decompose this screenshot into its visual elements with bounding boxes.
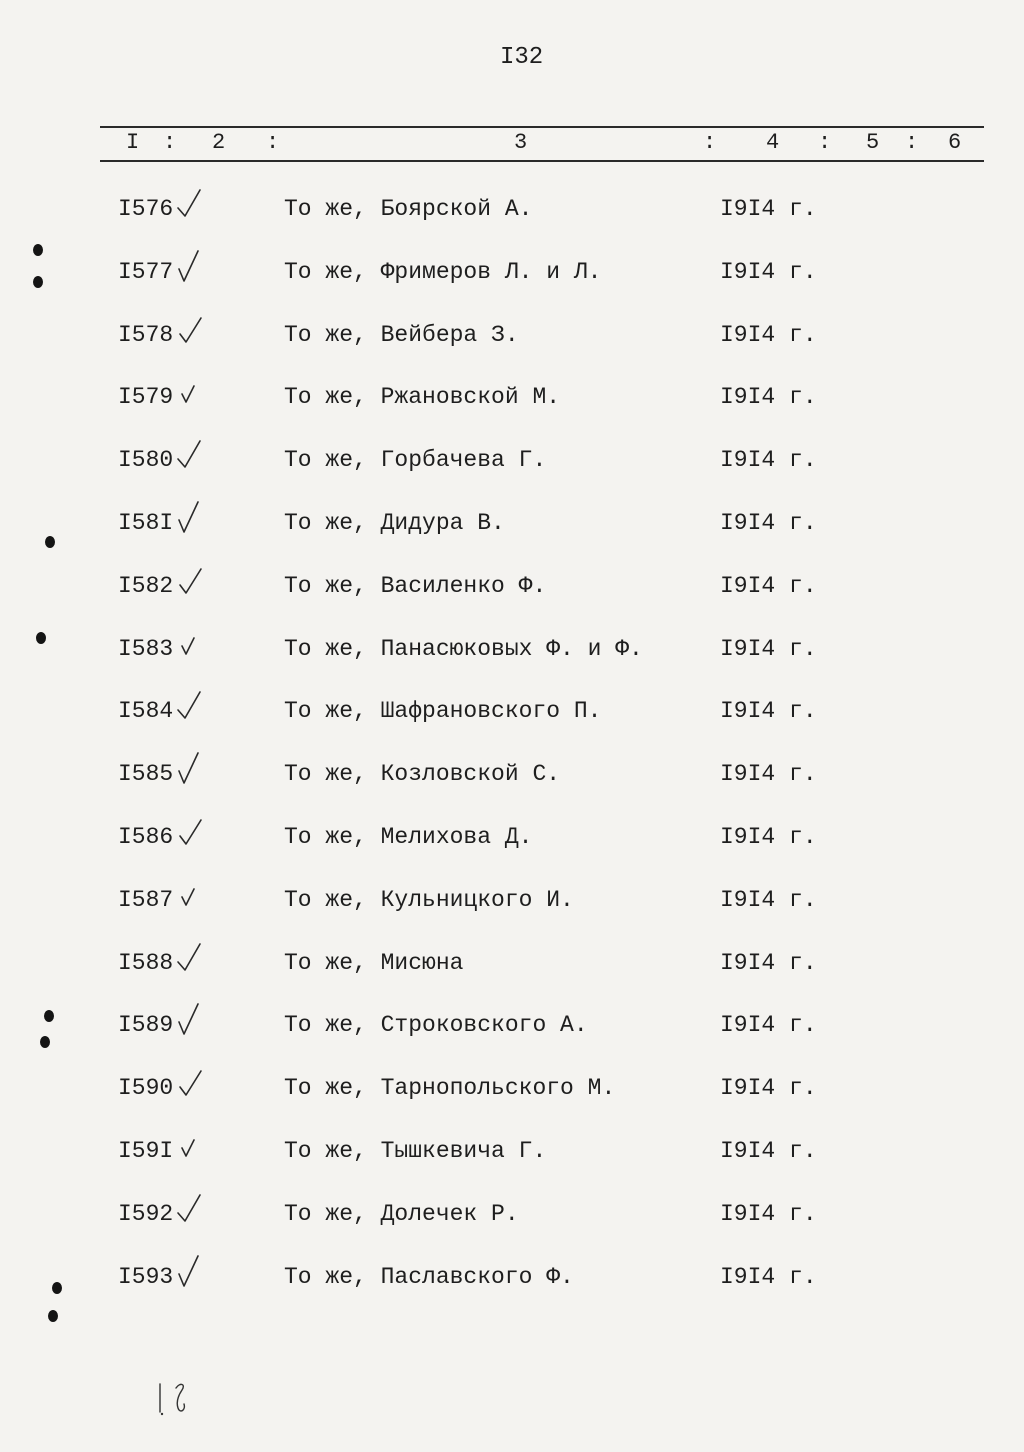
record-number: I590 (118, 1075, 174, 1102)
checkmark-icon (176, 688, 204, 724)
record-description: То же, Паславского Ф. (284, 1263, 574, 1290)
record-row (0, 824, 1024, 864)
record-description: То же, Фримеров Л. и Л. (284, 258, 602, 285)
record-description: То же, Горбачева Г. (284, 447, 547, 474)
record-description: То же, Вейбера З. (284, 321, 519, 348)
header-col-3: 3 (514, 130, 528, 155)
record-number: I583 (118, 635, 174, 662)
record-number: I593 (118, 1263, 174, 1290)
checkmark-icon (176, 1191, 204, 1227)
record-row (0, 322, 1024, 362)
record-year: I9I4 г. (720, 698, 817, 725)
checkmark-icon (176, 1254, 204, 1290)
header-separator: : (163, 130, 177, 155)
record-number: I578 (118, 321, 174, 348)
record-number: I586 (118, 824, 174, 850)
record-row (0, 1075, 1024, 1115)
checkmark-icon (176, 940, 204, 976)
checkmark-icon (176, 626, 204, 662)
record-row (0, 384, 1024, 424)
record-year: I9I4 г. (720, 1012, 817, 1039)
record-row (0, 510, 1024, 550)
record-number: I58I (118, 510, 174, 536)
record-year: I9I4 г. (720, 196, 817, 222)
record-number: I585 (118, 761, 174, 788)
checkmark-icon (176, 563, 204, 599)
record-number: I584 (118, 698, 174, 725)
record-year: I9I4 г. (720, 447, 817, 474)
record-number: I592 (118, 1200, 174, 1227)
checkmark-icon (176, 1128, 204, 1164)
record-number: I580 (118, 447, 174, 474)
record-number: I579 (118, 384, 174, 411)
header-separator: : (905, 130, 919, 155)
record-row (0, 573, 1024, 613)
record-number: I589 (118, 1012, 174, 1039)
record-description: То же, Тарнопольского М. (284, 1075, 616, 1102)
record-row (0, 1012, 1024, 1052)
checkmark-icon (176, 437, 204, 473)
binder-hole (45, 536, 55, 548)
record-number: I59I (118, 1138, 174, 1164)
checkmark-icon (176, 500, 204, 536)
header-separator: : (703, 130, 717, 155)
binder-hole (40, 1036, 50, 1048)
handwritten-mark (156, 1376, 192, 1418)
record-row (0, 196, 1024, 236)
record-year: I9I4 г. (720, 635, 817, 662)
binder-hole (36, 632, 46, 644)
record-description: То же, Шафрановского П. (284, 698, 602, 725)
binder-hole (33, 244, 43, 256)
binder-hole (33, 276, 43, 288)
record-row (0, 259, 1024, 299)
record-row (0, 950, 1024, 990)
record-year: I9I4 г. (720, 321, 817, 348)
header-col-6: 6 (948, 130, 962, 155)
binder-hole (48, 1310, 58, 1322)
record-description: То же, Василенко Ф. (284, 572, 547, 599)
record-description: То же, Кульницкого И. (284, 886, 574, 913)
record-year: I9I4 г. (720, 1263, 817, 1290)
record-year: I9I4 г. (720, 761, 817, 788)
record-year: I9I4 г. (720, 258, 817, 285)
record-row (0, 698, 1024, 738)
checkmark-icon (176, 814, 204, 850)
record-year: I9I4 г. (720, 824, 817, 850)
record-description: То же, Панасюковых Ф. и Ф. (284, 635, 643, 662)
checkmark-icon (176, 186, 204, 222)
checkmark-icon (176, 877, 204, 913)
record-description: То же, Долечек Р. (284, 1200, 519, 1227)
record-row (0, 1138, 1024, 1178)
header-col-4: 4 (766, 130, 780, 155)
table-header-top-rule (100, 126, 984, 128)
record-row (0, 761, 1024, 801)
record-year: I9I4 г. (720, 510, 817, 536)
record-number: I582 (118, 572, 174, 599)
record-description: То же, Строковского А. (284, 1012, 588, 1039)
record-year: I9I4 г. (720, 949, 817, 976)
record-row (0, 636, 1024, 676)
checkmark-icon (176, 374, 204, 410)
checkmark-icon (176, 312, 204, 348)
record-description: То же, Тышкевича Г. (284, 1138, 547, 1164)
record-year: I9I4 г. (720, 1138, 817, 1164)
header-col-5: 5 (866, 130, 880, 155)
checkmark-icon (176, 751, 204, 787)
record-year: I9I4 г. (720, 384, 817, 411)
record-row (0, 1201, 1024, 1241)
header-col-1: I (126, 130, 140, 155)
record-number: I576 (118, 196, 174, 222)
header-col-2: 2 (212, 130, 226, 155)
header-separator: : (266, 130, 280, 155)
record-description: То же, Боярской А. (284, 196, 533, 222)
record-description: То же, Козловской С. (284, 761, 561, 788)
record-year: I9I4 г. (720, 1200, 817, 1227)
record-year: I9I4 г. (720, 572, 817, 599)
record-year: I9I4 г. (720, 886, 817, 913)
record-number: I588 (118, 949, 174, 976)
header-separator: : (818, 130, 832, 155)
record-description: То же, Мисюна (284, 949, 464, 976)
binder-hole (44, 1010, 54, 1022)
record-row (0, 447, 1024, 487)
record-number: I587 (118, 886, 174, 913)
record-description: То же, Мелихова Д. (284, 824, 533, 850)
record-year: I9I4 г. (720, 1075, 817, 1102)
record-number: I577 (118, 258, 174, 285)
checkmark-icon (176, 1002, 204, 1038)
binder-hole (52, 1282, 62, 1294)
page-number: I32 (500, 44, 544, 71)
checkmark-icon (176, 1065, 204, 1101)
table-header-bottom-rule (100, 160, 984, 162)
record-row (0, 887, 1024, 927)
record-description: То же, Дидура В. (284, 510, 505, 536)
checkmark-icon (176, 249, 204, 285)
record-row (0, 1264, 1024, 1304)
record-description: То же, Ржановской М. (284, 384, 561, 411)
